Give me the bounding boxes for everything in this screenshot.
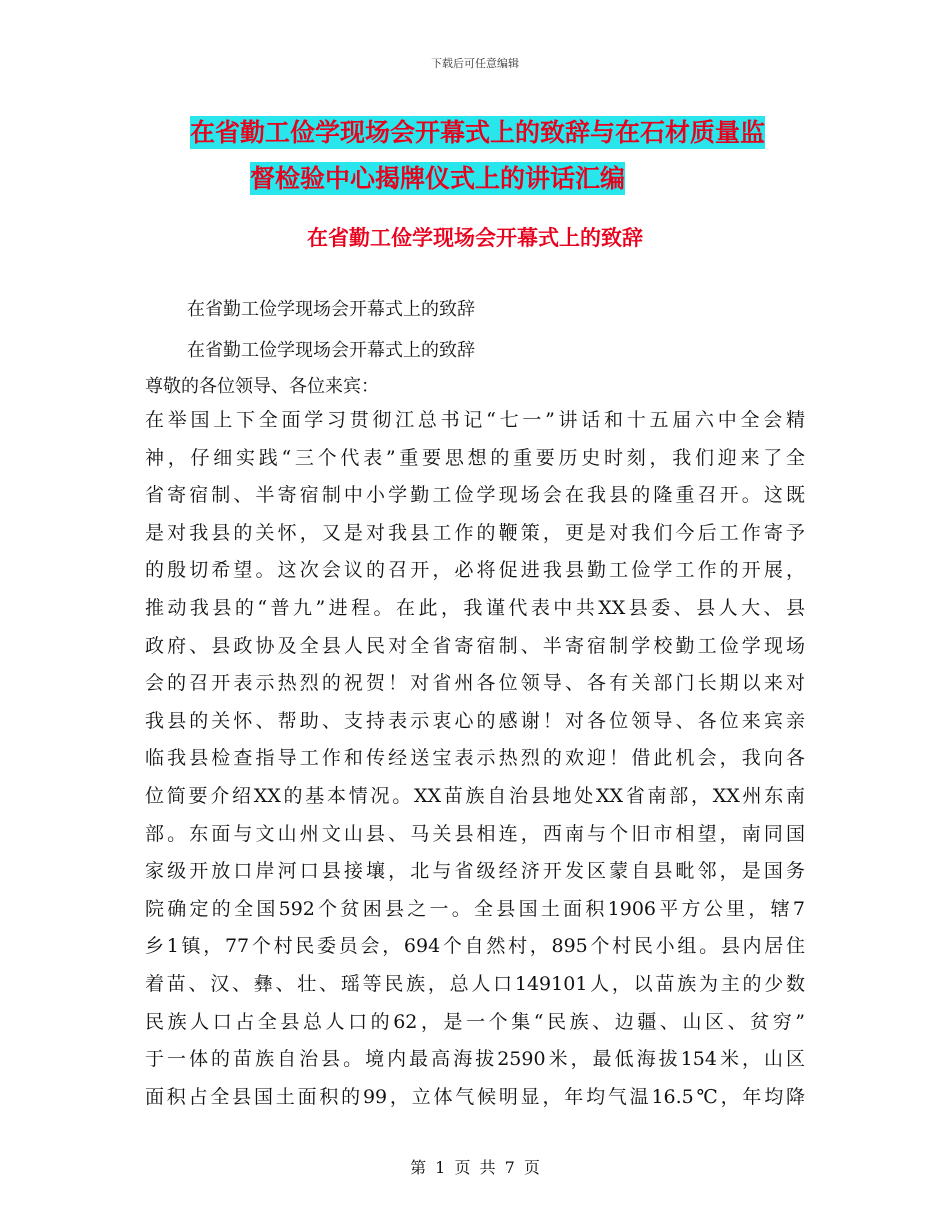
footer-prefix: 第 [410,1158,427,1177]
body-line: 面积占全县国土面积的99，立体气候明显，年均气温16.5℃，年均降 [145,1085,805,1108]
body-line: 着苗、汉、彝、壮、瑶等民族，总人口149101人，以苗族为主的少数 [145,972,805,995]
header-note: 下载后可任意编辑 [431,57,519,70]
title-line-1: 在省勤工俭学现场会开幕式上的致辞与在石材质量监 [190,118,766,147]
page-number: 1 [435,1158,446,1177]
intro-line: 在省勤工俭学现场会开幕式上的致辞 [187,299,475,320]
body-line: 民族人口占全县总人口的62，是一个集“民族、边疆、山区、贫穷” [145,1010,805,1033]
body-line: 家级开放口岸河口县接壤，北与省级经济开发区蒙自县毗邻，是国务 [145,860,805,883]
footer-middle: 页 共 [454,1158,496,1177]
body-line: 的殷切希望。这次会议的召开，必将促进我县勤工俭学工作的开展， [145,559,805,582]
intro-line: 在省勤工俭学现场会开幕式上的致辞 [187,340,475,361]
body-line: 省寄宿制、半寄宿制中小学勤工俭学现场会在我县的隆重召开。这既 [145,484,805,507]
page-total: 7 [504,1158,515,1177]
body-line: 临我县检查指导工作和传经送宝表示热烈的欢迎！借此机会，我向各 [145,747,805,770]
body-line: 部。东面与文山州文山县、马关县相连，西南与个旧市相望，南同国 [145,822,805,845]
document-title [190,110,810,202]
body-line: 推动我县的“普九”进程。在此，我谨代表中共XX县委、县人大、县 [145,596,805,619]
page-footer [0,1155,950,1178]
title-line-2: 督检验中心揭牌仪式上的讲话汇编 [250,164,626,193]
body-line: 我县的关怀、帮助、支持表示衷心的感谢！对各位领导、各位来宾亲 [145,709,805,732]
body-text [145,402,805,1116]
salutation: 尊敬的各位领导、各位来宾： [145,376,379,397]
body-line: 政府、县政协及全县人民对全省寄宿制、半寄宿制学校勤工俭学现场 [145,634,805,657]
body-line: 位简要介绍XX的基本情况。XX苗族自治县地处XX省南部，XX州东南 [145,784,805,807]
body-line: 乡1镇，77个村民委员会，694个自然村，895个村民小组。县内居住 [145,935,805,958]
body-line: 神，仔细实践“三个代表”重要思想的重要历史时刻，我们迎来了全 [145,446,805,469]
section-title: 在省勤工俭学现场会开幕式上的致辞 [307,226,643,250]
body-line: 在举国上下全面学习贯彻江总书记“七一”讲话和十五届六中全会精 [145,409,805,431]
body-line: 院确定的全国592个贫困县之一。全县国土面积1906平方公里，辖7 [145,897,805,920]
body-line: 是对我县的关怀，又是对我县工作的鞭策，更是对我们今后工作寄予 [145,521,805,544]
body-line: 会的召开表示热烈的祝贺！对省州各位领导、各有关部门长期以来对 [145,672,805,695]
body-line: 于一体的苗族自治县。境内最高海拔2590米，最低海拔154米，山区 [145,1048,805,1071]
footer-suffix: 页 [523,1158,540,1177]
